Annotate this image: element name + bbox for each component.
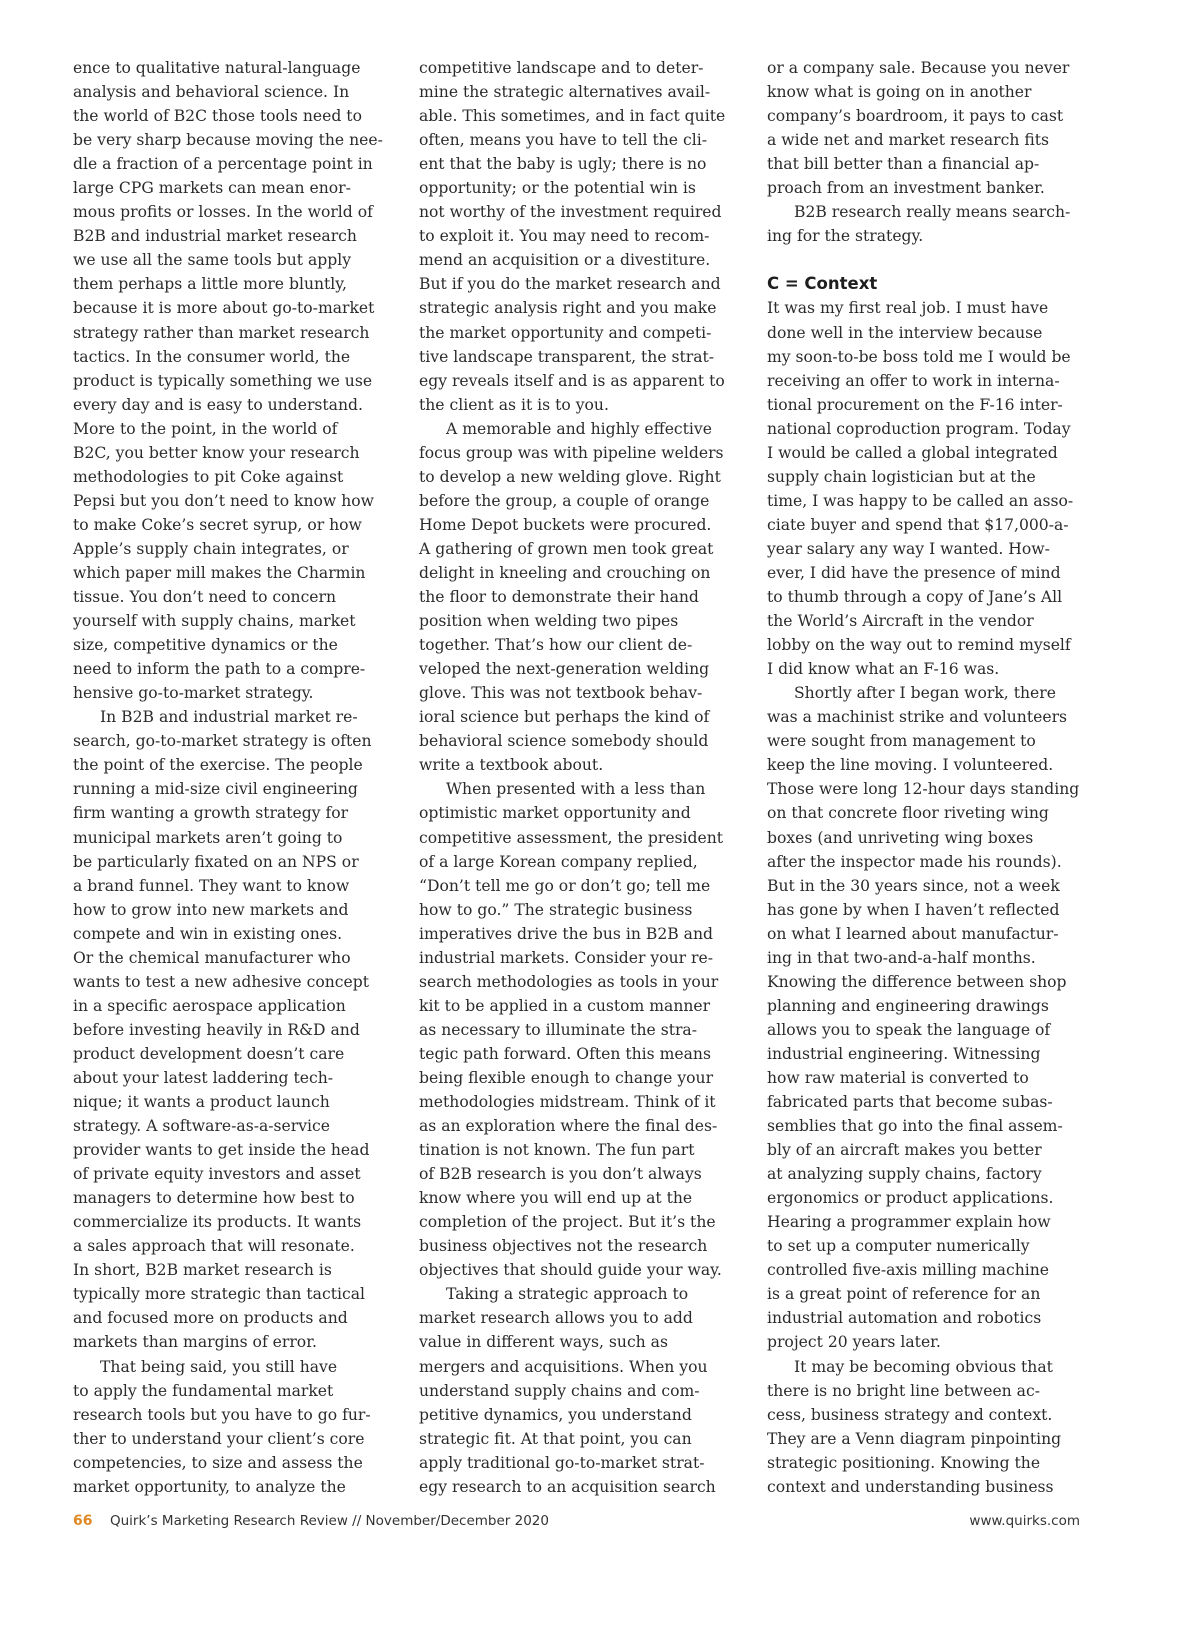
text-line: size, competitive dynamics or the bbox=[73, 636, 338, 655]
text-line: to thumb through a copy of Jane’s All bbox=[767, 588, 1063, 607]
text-line: Pepsi but you don’t need to know how bbox=[73, 491, 375, 510]
text-line: write a textbook about. bbox=[419, 756, 604, 775]
text-line: search, go-to-market strategy is often bbox=[73, 732, 372, 751]
paragraph-spacer bbox=[767, 248, 1089, 272]
text-line: completion of the project. But it’s the bbox=[419, 1213, 716, 1232]
text-line: I did know what an F-16 was. bbox=[767, 660, 1000, 679]
text-line: egy reveals itself and is as apparent to bbox=[419, 371, 725, 390]
text-line: the floor to demonstrate their hand bbox=[419, 588, 699, 607]
text-line: ergonomics or product applications. bbox=[767, 1189, 1054, 1208]
text-line: Home Depot buckets were procured. bbox=[419, 515, 712, 534]
text-line: a sales approach that will resonate. bbox=[73, 1237, 355, 1256]
text-line: optimistic market opportunity and bbox=[419, 804, 691, 823]
text-line: ing in that two-and-a-half months. bbox=[767, 948, 1036, 967]
text-line: a brand funnel. They want to know bbox=[73, 876, 350, 895]
text-line: “Don’t tell me go or don’t go; tell me bbox=[419, 876, 711, 895]
text-line: A memorable and highly effective bbox=[446, 419, 712, 438]
text-line: yourself with supply chains, market bbox=[73, 612, 356, 631]
text-line: apply traditional go-to-market strat- bbox=[419, 1453, 705, 1472]
text-line: how to go.” The strategic business bbox=[419, 900, 693, 919]
text-line: bly of an aircraft makes you better bbox=[767, 1141, 1042, 1160]
text-line: B2C, you better know your research bbox=[73, 443, 360, 462]
text-line: boxes (and unriveting wing boxes bbox=[767, 828, 1034, 847]
text-line: In B2B and industrial market re- bbox=[100, 708, 358, 727]
text-line: ther to understand your client’s core bbox=[73, 1429, 365, 1448]
text-line: in a specific aerospace application bbox=[73, 996, 346, 1015]
text-line: to exploit it. You may need to recom- bbox=[419, 227, 710, 246]
text-line: a wide net and market research fits bbox=[767, 131, 1050, 150]
text-line: analysis and behavioral science. In bbox=[73, 83, 350, 102]
text-line: supply chain logistician but at the bbox=[767, 467, 1036, 486]
text-line: methodologies midstream. Think of it bbox=[419, 1093, 716, 1112]
text-line: Or the chemical manufacturer who bbox=[73, 948, 351, 967]
text-line: Taking a strategic approach to bbox=[446, 1285, 689, 1304]
article-column-3 bbox=[767, 56, 1089, 1499]
text-line: how raw material is converted to bbox=[767, 1068, 1029, 1087]
text-line: often, means you have to tell the cli- bbox=[419, 131, 707, 150]
text-line: as an exploration where the final des- bbox=[419, 1117, 718, 1136]
text-line: was a machinist strike and volunteers bbox=[767, 708, 1068, 727]
text-line: typically more strategic than tactical bbox=[73, 1285, 365, 1304]
text-line: national coproduction program. Today bbox=[767, 419, 1071, 438]
text-line: about your latest laddering tech- bbox=[73, 1068, 334, 1087]
text-line: need to inform the path to a compre- bbox=[73, 660, 366, 679]
text-line: were sought from management to bbox=[767, 732, 1036, 751]
text-line: B2B research really means search- bbox=[794, 203, 1071, 222]
text-line: before investing heavily in R&D and bbox=[73, 1020, 360, 1039]
text-line: tactics. In the consumer world, the bbox=[73, 347, 351, 366]
text-line: competencies, to size and assess the bbox=[73, 1453, 363, 1472]
text-line: large CPG markets can mean enor- bbox=[73, 179, 351, 198]
text-line: dle a fraction of a percentage point in bbox=[73, 155, 373, 174]
text-line: time, I was happy to be called an asso- bbox=[767, 491, 1074, 510]
text-line: of a large Korean company replied, bbox=[419, 852, 698, 871]
text-line: able. This sometimes, and in fact quite bbox=[419, 107, 726, 126]
text-line: allows you to speak the language of bbox=[767, 1020, 1051, 1039]
text-line: controlled five-axis milling machine bbox=[767, 1261, 1049, 1280]
text-line: tissue. You don’t need to concern bbox=[73, 588, 337, 607]
text-line: In short, B2B market research is bbox=[73, 1261, 332, 1280]
text-line: It was my first real job. I must have bbox=[767, 299, 1049, 318]
text-line: because it is more about go-to-market bbox=[73, 299, 375, 318]
text-line: on that concrete floor riveting wing bbox=[767, 804, 1049, 823]
text-line: B2B and industrial market research bbox=[73, 227, 357, 246]
text-line: delight in kneeling and crouching on bbox=[419, 563, 711, 582]
text-line: to set up a computer numerically bbox=[767, 1237, 1030, 1256]
text-line: compete and win in existing ones. bbox=[73, 924, 343, 943]
text-line: tination is not known. The fun part bbox=[419, 1141, 695, 1160]
text-line: cess, business strategy and context. bbox=[767, 1405, 1053, 1424]
text-line: know what is going on in another bbox=[767, 83, 1032, 102]
text-line: which paper mill makes the Charmin bbox=[73, 563, 366, 582]
text-line: ent that the baby is ugly; there is no bbox=[419, 155, 707, 174]
text-line: be particularly fixated on an NPS or bbox=[73, 852, 359, 871]
text-line: wants to test a new adhesive concept bbox=[73, 972, 369, 991]
text-line: on what I learned about manufactur- bbox=[767, 924, 1059, 943]
text-line: strategy. A software-as-a-service bbox=[73, 1117, 330, 1136]
text-line: methodologies to pit Coke against bbox=[73, 467, 344, 486]
text-line: strategy rather than market research bbox=[73, 323, 370, 342]
text-line: search methodologies as tools in your bbox=[419, 972, 719, 991]
publication-title: Quirk’s Marketing Research Review // November/December 2020 bbox=[110, 1513, 549, 1529]
text-line: not worthy of the investment required bbox=[419, 203, 722, 222]
text-line: keep the line moving. I volunteered. bbox=[767, 756, 1054, 775]
text-line: after the inspector made his rounds). bbox=[767, 852, 1062, 871]
text-line: petitive dynamics, you understand bbox=[419, 1405, 692, 1424]
text-line: Apple’s supply chain integrates, or bbox=[73, 539, 349, 558]
text-line: Shortly after I began work, there bbox=[794, 684, 1056, 703]
text-line: lobby on the way out to remind myself bbox=[767, 636, 1071, 655]
text-line: I would be called a global integrated bbox=[767, 443, 1058, 462]
text-line: project 20 years later. bbox=[767, 1333, 941, 1352]
text-line: how to grow into new markets and bbox=[73, 900, 349, 919]
text-line: ence to qualitative natural-language bbox=[73, 59, 361, 77]
text-line: mous profits or losses. In the world of bbox=[73, 203, 373, 222]
text-line: ciate buyer and spend that $17,000-a- bbox=[767, 515, 1069, 534]
text-line: fabricated parts that become subas- bbox=[767, 1093, 1053, 1112]
text-line: the World’s Aircraft in the vendor bbox=[767, 612, 1034, 631]
text-line: competitive assessment, the president bbox=[419, 828, 724, 847]
text-line: mergers and acquisitions. When you bbox=[419, 1357, 708, 1376]
text-line: company’s boardroom, it pays to cast bbox=[767, 107, 1064, 126]
text-line: or a company sale. Because you never bbox=[767, 59, 1070, 77]
text-line: commercialize its products. It wants bbox=[73, 1213, 362, 1232]
text-line: behavioral science somebody should bbox=[419, 732, 709, 751]
text-line: every day and is easy to understand. bbox=[73, 395, 363, 414]
text-line: running a mid-size civil engineering bbox=[73, 780, 358, 799]
text-line: we use all the same tools but apply bbox=[73, 251, 352, 270]
website-link[interactable]: www.quirks.com bbox=[969, 1513, 1080, 1529]
text-line: managers to determine how best to bbox=[73, 1189, 355, 1208]
section-heading: C = Context bbox=[767, 274, 878, 294]
text-line: and focused more on products and bbox=[73, 1309, 348, 1328]
text-line: egy research to an acquisition search bbox=[419, 1477, 716, 1496]
text-line: to develop a new welding glove. Right bbox=[419, 467, 721, 486]
text-line: firm wanting a growth strategy for bbox=[73, 804, 349, 823]
text-line: markets than margins of error. bbox=[73, 1333, 317, 1352]
text-line: industrial automation and robotics bbox=[767, 1309, 1042, 1328]
text-line: ioral science but perhaps the kind of bbox=[419, 708, 710, 727]
text-line: mend an acquisition or a divestiture. bbox=[419, 251, 711, 270]
article-column-2 bbox=[419, 56, 741, 1499]
page-number: 66 bbox=[73, 1513, 93, 1529]
text-line: They are a Venn diagram pinpointing bbox=[767, 1429, 1062, 1448]
text-line: product development doesn’t care bbox=[73, 1044, 345, 1063]
text-line: year salary any way I wanted. How- bbox=[767, 539, 1050, 558]
text-line: nique; it wants a product launch bbox=[73, 1093, 330, 1112]
text-line: receiving an offer to work in interna- bbox=[767, 371, 1060, 390]
text-line: But if you do the market research and bbox=[419, 275, 721, 294]
text-line: kit to be applied in a custom manner bbox=[419, 996, 711, 1015]
text-line: research tools but you have to go fur- bbox=[73, 1405, 371, 1424]
text-line: is a great point of reference for an bbox=[767, 1285, 1041, 1304]
text-line: focus group was with pipeline welders bbox=[419, 443, 724, 462]
text-line: veloped the next-generation welding bbox=[419, 660, 710, 679]
text-line: Hearing a programmer explain how bbox=[767, 1213, 1051, 1232]
text-line: to apply the fundamental market bbox=[73, 1381, 334, 1400]
text-line: to make Coke’s secret syrup, or how bbox=[73, 515, 362, 534]
text-line: at analyzing supply chains, factory bbox=[767, 1165, 1042, 1184]
text-line: product is typically something we use bbox=[73, 371, 373, 390]
text-line: of private equity investors and asset bbox=[73, 1165, 361, 1184]
text-line: semblies that go into the final assem- bbox=[767, 1117, 1063, 1136]
text-line: More to the point, in the world of bbox=[73, 419, 338, 438]
text-line: glove. This was not textbook behav- bbox=[419, 684, 703, 703]
text-line: industrial markets. Consider your re- bbox=[419, 948, 713, 967]
text-line: industrial engineering. Witnessing bbox=[767, 1044, 1041, 1063]
text-line: be very sharp because moving the nee- bbox=[73, 131, 383, 150]
text-line: tegic path forward. Often this means bbox=[419, 1044, 711, 1063]
text-line: Knowing the difference between shop bbox=[767, 972, 1067, 991]
text-line: But in the 30 years since, not a week bbox=[767, 876, 1060, 895]
text-line: done well in the interview because bbox=[767, 323, 1043, 342]
text-line: Those were long 12-hour days standing bbox=[767, 780, 1080, 799]
text-line: strategic positioning. Knowing the bbox=[767, 1453, 1041, 1472]
text-line: them perhaps a little more bluntly, bbox=[73, 275, 347, 294]
text-line: proach from an investment banker. bbox=[767, 179, 1045, 198]
page-footer bbox=[0, 1513, 1200, 1535]
text-line: value in different ways, such as bbox=[419, 1333, 668, 1352]
text-line: ing for the strategy. bbox=[767, 227, 924, 246]
text-line: imperatives drive the bus in B2B and bbox=[419, 924, 713, 943]
text-line: has gone by when I haven’t reflected bbox=[767, 900, 1060, 919]
text-line: That being said, you still have bbox=[100, 1357, 338, 1376]
text-line: objectives that should guide your way. bbox=[419, 1261, 722, 1280]
text-line: business objectives not the research bbox=[419, 1237, 708, 1256]
text-line: know where you will end up at the bbox=[419, 1189, 693, 1208]
text-line: ever, I did have the presence of mind bbox=[767, 563, 1061, 582]
text-line: provider wants to get inside the head bbox=[73, 1141, 370, 1160]
text-line: as necessary to illuminate the stra- bbox=[419, 1020, 697, 1039]
text-line: before the group, a couple of orange bbox=[419, 491, 710, 510]
text-line: strategic analysis right and you make bbox=[419, 299, 717, 318]
text-line: the world of B2C those tools need to bbox=[73, 107, 362, 126]
text-line: planning and engineering drawings bbox=[767, 996, 1049, 1015]
text-line: understand supply chains and com- bbox=[419, 1381, 700, 1400]
text-line: my soon-to-be boss told me I would be bbox=[767, 347, 1071, 366]
text-line: It may be becoming obvious that bbox=[794, 1357, 1053, 1376]
text-line: opportunity; or the potential win is bbox=[419, 179, 696, 198]
text-line: that bill better than a financial ap- bbox=[767, 155, 1040, 174]
text-line: A gathering of grown men took great bbox=[419, 539, 714, 558]
text-line: mine the strategic alternatives avail- bbox=[419, 83, 711, 102]
text-line: of B2B research is you don’t always bbox=[419, 1165, 702, 1184]
text-line: municipal markets aren’t going to bbox=[73, 828, 343, 847]
text-line: context and understanding business bbox=[767, 1477, 1054, 1496]
text-line: tional procurement on the F-16 inter- bbox=[767, 395, 1063, 414]
text-line: competitive landscape and to deter- bbox=[419, 59, 704, 77]
article-column-1 bbox=[73, 56, 395, 1499]
text-line: the point of the exercise. The people bbox=[73, 756, 363, 775]
text-line: position when welding two pipes bbox=[419, 612, 679, 631]
text-line: strategic fit. At that point, you can bbox=[419, 1429, 692, 1448]
text-line: hensive go-to-market strategy. bbox=[73, 684, 314, 703]
text-line: When presented with a less than bbox=[446, 780, 706, 799]
text-line: market opportunity, to analyze the bbox=[73, 1477, 346, 1496]
text-line: together. That’s how our client de- bbox=[419, 636, 693, 655]
text-line: the market opportunity and competi- bbox=[419, 323, 712, 342]
text-line: tive landscape transparent, the strat- bbox=[419, 347, 715, 366]
text-line: there is no bright line between ac- bbox=[767, 1381, 1040, 1400]
text-line: the client as it is to you. bbox=[419, 395, 609, 414]
text-line: market research allows you to add bbox=[419, 1309, 693, 1328]
text-line: being flexible enough to change your bbox=[419, 1068, 714, 1087]
